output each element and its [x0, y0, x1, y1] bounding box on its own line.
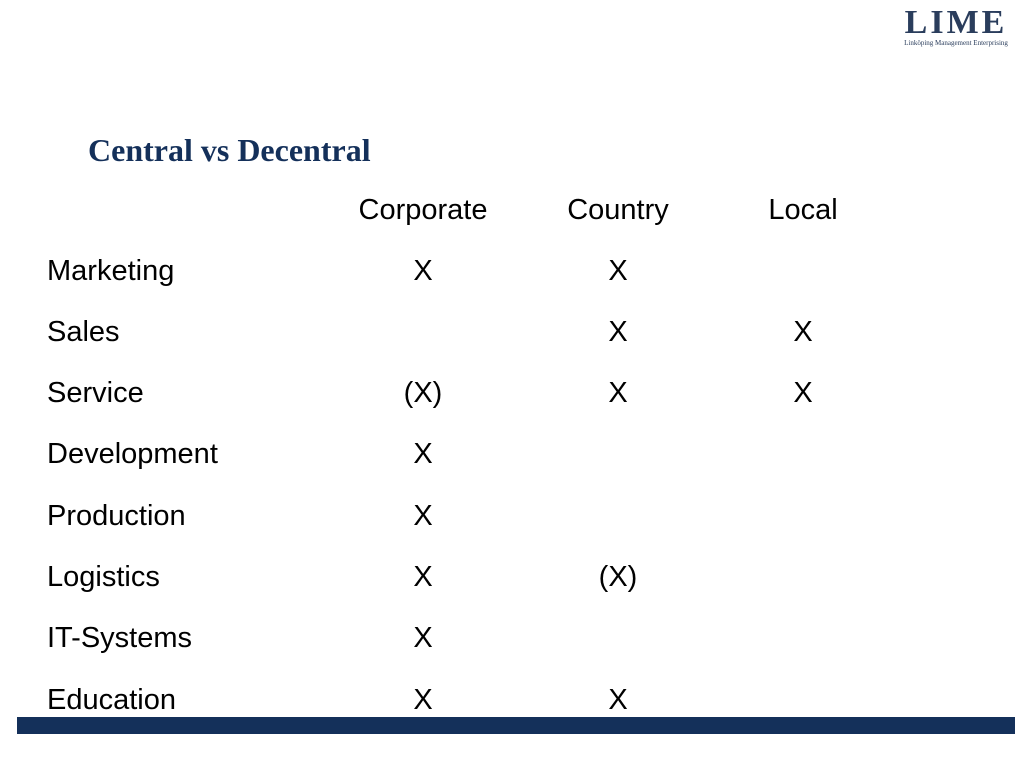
- cell-service-local: X: [793, 377, 813, 409]
- row-label-it-systems: IT-Systems: [47, 622, 193, 654]
- cell-logistics-corporate: X: [413, 561, 433, 593]
- column-header-country: Country: [567, 194, 669, 226]
- row-label-logistics: Logistics: [47, 561, 160, 593]
- slide-title: Central vs Decentral: [88, 132, 371, 168]
- cell-education-corporate: X: [413, 684, 433, 716]
- footer-bar: [17, 717, 1015, 734]
- cell-education-country: X: [608, 684, 628, 716]
- lime-logo: [896, 6, 1016, 50]
- row-label-education: Education: [47, 684, 176, 716]
- logo-tagline: Linköping Management Enterprising: [904, 39, 1008, 47]
- cell-logistics-country: (X): [598, 561, 638, 593]
- row-label-production: Production: [47, 500, 186, 532]
- cell-production-corporate: X: [413, 500, 433, 532]
- row-label-service: Service: [47, 377, 144, 409]
- cell-service-corporate: (X): [403, 377, 443, 409]
- row-label-development: Development: [47, 438, 218, 470]
- column-header-corporate: Corporate: [358, 194, 488, 226]
- row-label-sales: Sales: [47, 316, 120, 348]
- cell-it-systems-corporate: X: [413, 622, 433, 654]
- cell-marketing-country: X: [608, 255, 628, 287]
- row-label-marketing: Marketing: [47, 255, 175, 287]
- column-header-local: Local: [768, 194, 838, 226]
- cell-sales-local: X: [793, 316, 813, 348]
- cell-development-corporate: X: [413, 438, 433, 470]
- cell-service-country: X: [608, 377, 628, 409]
- cell-sales-country: X: [608, 316, 628, 348]
- cell-marketing-corporate: X: [413, 255, 433, 287]
- logo-wordmark: LIME: [904, 4, 1008, 41]
